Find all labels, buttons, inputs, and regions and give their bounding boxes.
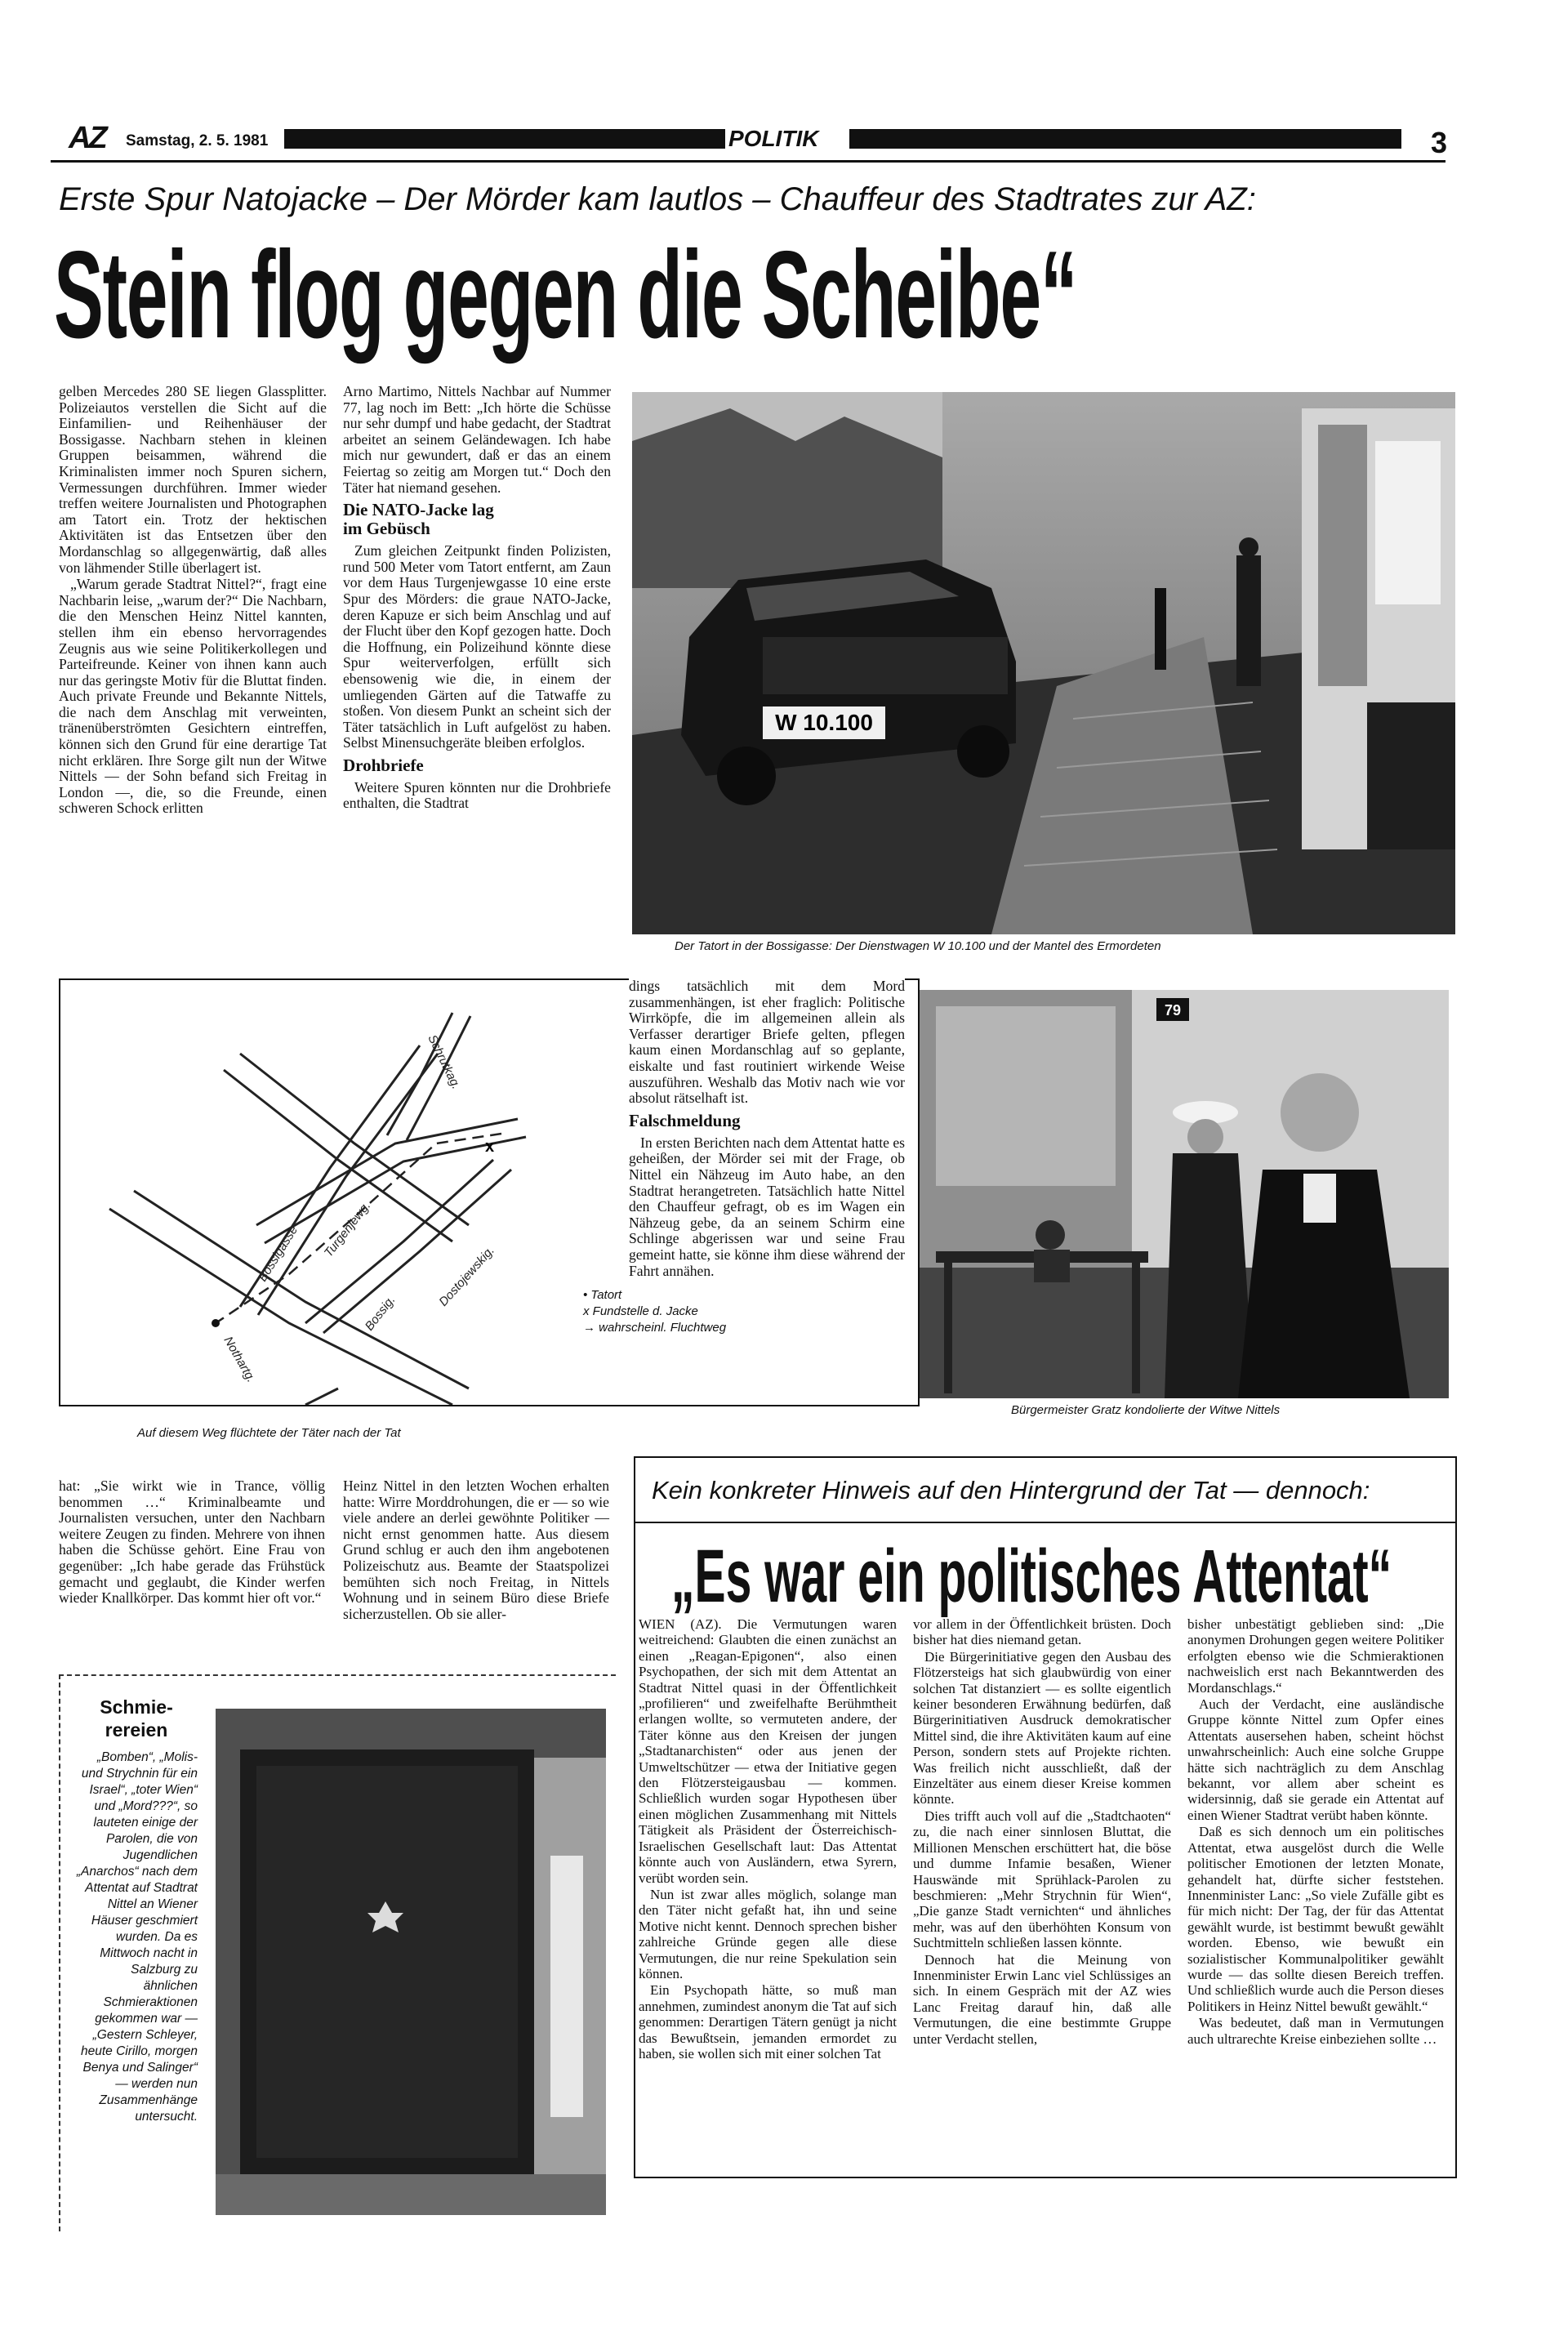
house-number-sign: 79 [1164, 1002, 1182, 1018]
second-headline: „Es war ein politisches Attentat“ [671, 1535, 1392, 1618]
main-col2-mid: Zum gleichen Zeitpunkt finden Polizisten, rund 500 Meter vom Tatort entfernt, am Zaun vor dem Haus Turgenjewgasse 10 eine erste Spur des Mörders: die graue NATO-Jacke, deren Kapuze er sich beim Anschlag und auf der Flucht über den Kopf gezogen hatte. Doch die Hoffnung, ein Polizeihund könnte diese Spur weiterverfolgen, erfüllt sich ebensowenig wie die, in einem der umliegenden Gärten auf die Tatwaffe zu stoßen. Von diesem Punkt an scheint sich der Täter tatsächlich in Luft aufgelöst zu haben. Selbst Minensuchgeräte bleiben erfolglos. [343, 542, 611, 751]
bottom-col2-text: Heinz Nittel in den letzten Wochen erhalten hatte: Wirre Morddrohungen, die er — so wie viele andere an derlei gewöhnte Politiker — nicht ernst genommen hatte. Aus diesem Grund schlug er auch den ihm angebotenen Polizeischutz aus. Beamte der Staatspolizei bemühten sich noch Freitag, in Nittels Wohnung und in seinem Büro diese Briefe sicherzustellen. Ob sie aller- [343, 1478, 609, 1622]
bottom-column-2 [343, 1478, 609, 1623]
caption-crime-scene-car: Der Tatort in der Bossigasse: Der Dienstwagen W 10.100 und der Mantel des Ermordeten [675, 939, 1161, 953]
main-column-1 [59, 384, 327, 818]
section-name: POLITIK [728, 126, 819, 151]
az-logo: AZ [69, 121, 105, 155]
photo-crime-scene-car [632, 392, 1455, 934]
main-column-3-text [629, 978, 905, 1280]
map-street-nothartg: Nothartg. [220, 1334, 259, 1385]
subhead-falschmeldung: Falschmeldung [629, 1110, 741, 1130]
second-col2-para4: Dennoch hat die Meinung von Innenminister Erwin Lanc viel Schlüssiges an sich. In einem Gespräch mit der AZ wies Lanc Freitag darauf hin, daß alle Vermutungen, die eine bestimmte Gruppe unter Verdacht stellen, [913, 1951, 1171, 2047]
main-headline: Stein flog gegen die Scheibe“ [54, 225, 1077, 364]
second-col3-para1: bisher unbestätigt geblieben sind: „Die anonymen Drohungen gegen weitere Politiker erfolgten ebenso wie die Schmieraktionen nachweislich erst nach Bekanntwerden des Mordanschlags.“ [1187, 1616, 1444, 1696]
car-photo-illustration [632, 392, 1455, 934]
page-number: 3 [1431, 126, 1448, 159]
second-col3-para4: Was bedeutet, daß man in Vermutungen auch ultrarechte Kreise einbeziehen sollte … [1187, 2015, 1444, 2047]
graffiti-photo-illustration [216, 1709, 606, 2215]
main-column-2 [343, 384, 611, 813]
second-col3-para2: Auch der Verdacht, eine ausländische Gruppe könnte Nittel zum Opfer eines Attentats ausersehen haben, scheint höchst unwahrscheinlich: Auch eine solche Gruppe hätte sich nachträglich zu dem Anschlag bekannt, vor allem aber scheint es widersinnig, daß sie gerade ein Attentat auf einen Wiener Stadtrat verübt haben könnte. [1187, 1696, 1444, 1823]
subhead-nato-jacke: Die NATO-Jacke lag im Gebüsch [343, 500, 494, 539]
sidebar-title: Schmie- rereien [100, 1696, 173, 1741]
license-plate: W 10.100 [775, 710, 873, 735]
map-street-bossigasse: Bossigasse [255, 1224, 301, 1285]
issue-date: Samstag, 2. 5. 1981 [126, 132, 269, 149]
bottom-column-1 [59, 1478, 325, 1607]
second-article-box [634, 1456, 1457, 2178]
second-column-3 [1187, 1616, 1444, 2048]
map-street-bossig: Bossig. [362, 1293, 399, 1334]
bottom-col1-text: hat: „Sie wirkt wie in Trance, völlig benommen …“ Kriminalbeamte und Journalisten versuchen, unter den Nachbarn weitere Zeugen zu finden. Mehrere von ihnen haben die Schüsse gehört. Eine Frau von gegenüber: „Ich habe gerade das Frühstück gemacht und geglaubt, die Kinder werfen wieder Knallkörper. Das kommt hier oft vor.“ [59, 1478, 325, 1607]
main-col3-start: dings tatsächlich mit dem Mord zusammenhängen, ist eher fraglich: Politische Wirrköpfe, die im allgemeinen allein als Verfasser derartiger Briefe gelten, pflegen kaum einen Mordanschlag auf so geplante, eiskalte und fast routiniert wirkende Weise auszuführen. Weshalb das Motiv nach wie vor absolut rätselhaft ist. [629, 978, 905, 1107]
second-column-1 [639, 1616, 897, 2062]
caption-gratz: Bürgermeister Gratz kondolierte der Witwe Nittels [1011, 1403, 1281, 1417]
second-col1-para1: WIEN (AZ). Die Vermutungen waren weitreichend: Glaubten die einen zunächst an einen „Reagan-Epigonen“, also einen Psychopathen, der sich mit dem Attentat an Stadtrat Nittel quasi in der Öffentlichkeit „profilieren“ und zweifelhafte Berühmtheit erlangen wollte, so vermuteten andere, der Täter könne aus den Kreisen der jungen „Stadtanarchisten“ oder aus jenen der Umweltschützer — etwa der Initiative gegen den Flötzersteigausbau — kommen. Schließlich wurden sogar Hypothesen über einen möglichen Zusammenhang mit Nittels Tätigkeit als Präsident der Österreichisch-Israelischen Gesellschaft laut: Das Attentat könnte auch von Ausländern, etwa Syrern, verübt worden sein. [639, 1616, 897, 1886]
second-kicker: Kein konkreter Hinweis auf den Hintergrund der Tat — dennoch: [652, 1476, 1370, 1504]
map-legend-tatort: • Tatort [583, 1288, 622, 1302]
second-col2-para3: Dies trifft auch voll auf die „Stadtchaoten“ zu, die nach einer sinnlosen Bluttat, die Millionen Menschen erschüttert hat, die böse und dumme Infamie besaßen, Wiener Hauswände mit Sprühlack-Parolen zu beschmieren: „Mehr Strychnin für Wien“, „Die ganze Stadt vernichten“ und ähnliches mehr, was auf den überhöhten Konsum von Suchtmitteln schließen lassen könnte. [913, 1807, 1171, 1951]
caption-escape-map: Auf diesem Weg flüchtete der Täter nach der Tat [137, 1426, 401, 1440]
second-col2-para1: vor allem in der Öffentlichkeit brüsten. Doch bisher hat dies niemand getan. [913, 1616, 1171, 1648]
photo-graffiti-wall [216, 1709, 606, 2215]
map-street-schrutkag: Schrutkag. [425, 1032, 464, 1092]
main-col1-para2: „Warum gerade Stadtrat Nittel?“, fragt eine Nachbarin leise, „warum der?“ Die Nachbarn, die den Menschen Heinz Nittel kannten, stellen ihm ein ebenso hervorragendes Zeugnis aus wie seine Politikerkollegen und Parteifreunde. Keiner von ihnen kann auch nur das geringste Motiv für die Bluttat finden. Auch private Freunde und Bekannte Nittels, die nach dem Anschlag mit verweinten, tränenüberströmten Gesichtern eintreffen, können sich den Grund für eine derartige Tat nicht erklären. Ihre Sorge gilt nun der Witwe Nittels — der Sohn befand sich Freitag in London —, die, so die Freunde, einen schweren Schock erlitten [59, 576, 327, 817]
second-col1-para2: Nun ist zwar alles möglich, solange man den Täter nicht gefaßt hat, ihn und seine Motive nicht kennt. Dennoch sprechen bisher zahlreiche Gründe gegen alle diese Vermutungen, die nur reine Spekulation sein können. [639, 1886, 897, 1981]
main-col2-end: Weitere Spuren könnten nur die Drohbriefe enthalten, die Stadtrat [343, 778, 611, 812]
second-col1-para3: Ein Psychopath hätte, so muß man annehmen, zumindest anonym die Tat auf sich genommen: Derartigen Tätern genügt ja nicht das Bewußtsein, jemanden ermordet zu haben, sie wollen sich mit einer solchen Tat [639, 1982, 897, 2062]
masthead [51, 121, 1446, 162]
gratz-photo-illustration [920, 990, 1449, 1398]
main-col1-para1: gelben Mercedes 280 SE liegen Glassplitter. Polizeiautos verstellen die Sicht auf die Einfamilien- und Reihenhäuser der Bossigasse. Nachbarn stehen in kleinen Gruppen beisammen, während die Kriminalisten immer noch Spuren sichern, Vermessungen durchführen. Immer wieder treffen weitere Journalisten und Photographen am Tatort ein. Trotz der hektischen Aktivitäten ist das Entsetzen über den Mordanschlag so allgegenwärtig, daß alles von lähmender Stille überlagert ist. [59, 383, 327, 576]
second-column-2 [913, 1616, 1171, 2048]
map-legend-jacke: x Fundstelle d. Jacke [583, 1304, 698, 1318]
svg-text:x: x [485, 1138, 495, 1156]
main-col3-end: In ersten Berichten nach dem Attentat hatte es geheißen, der Mörder sei mit der Frage, ob Nittel ein Nähzeug im Auto habe, an den Stadtrat herangetreten. Tatsächlich hatte Nittel den Chauffeur gefragt, ob es im Wagen ein Nähzeug gebe, da an seinem Schirm eine Schlinge abgerissen war und seine Frau gemeint hatte, sie könne ihm diese während der Fahrt annähen. [629, 1134, 905, 1279]
sidebar-box [59, 1674, 616, 2231]
subhead-drohbriefe: Drohbriefe [343, 755, 424, 775]
main-col2-intro: Arno Martimo, Nittels Nachbar auf Nummer 77, lag noch im Bett: „Ich hörte die Schüsse nur sehr dumpf und habe gedacht, der Stadtrat arbeitet an seinem Geländewagen. Ich habe mich nur gewundert, daß er das an einem Feiertag so zeitig am Morgen tut.“ Doch den Täter hat niemand gesehen. [343, 383, 611, 496]
main-kicker: Erste Spur Natojacke – Der Mörder kam lautlos – Chauffeur des Stadtrates zur AZ: [59, 181, 1256, 217]
second-col2-para2: Die Bürgerinitiative gegen den Ausbau des Flötzersteigs hat sich glaubwürdig von einer solchen Tat distanziert — es sollte eigentlich keiner besonderen Erwähnung bedürfen, daß Bürgerinitiativen Ausdruck demokratischer Mittel sind, die ihre Aktivitäten kaum auf eine Person, sondern stets auf Projekte richten. Was freilich nicht ausschließt, daß der Einzeltäter aus einem dieser Kreise kommen könnte. [913, 1648, 1171, 1807]
second-col3-para3: Daß es sich dennoch um ein politisches Attentat, etwa ausgelöst durch die Welle politischer Emotionen der letzten Monate, gehandelt hat, dürfte sicher feststehen. Innenminister Lanc: „So viele Zufälle gibt es für mich nicht: Der Tag, der für das Attentat gewählt wurde, ist bestimmt bewußt gewählt worden. Ebenso, wie bewußt ein sozialistischer Kommunalpolitiker gewählt wurde — das sollte diesen Bereich treffen. Und schließlich wurde auch die Person dieses Politikers in Heinz Nittel bewußt gewählt.“ [1187, 1824, 1444, 2014]
map-legend-fluchtweg: → wahrscheinl. Fluchtweg [583, 1321, 727, 1335]
map-street-dostojewskig: Dostojewskig. [436, 1243, 497, 1309]
map-street-turgenjewg: Turgenjewg. [321, 1198, 374, 1260]
sidebar-text: „Bomben“, „Molis- und Strychnin für ein Israel“, „toter Wien“ und „Mord???“, so lauteten einige der Parolen, die von Jugendlichen „Anarchos“ nach dem Attentat auf Stadtrat Nittel an Wiener Häuser geschmiert wurden. Da es Mittwoch nacht in Salzburg zu ähnlichen Schmieraktionen gekommen war — „Gestern Schleyer, heute Cirillo, morgen Benya und Salinger“ — werden nun Zusammenhänge untersucht. [76, 1750, 198, 2124]
photo-gratz-condolence [920, 990, 1449, 1398]
